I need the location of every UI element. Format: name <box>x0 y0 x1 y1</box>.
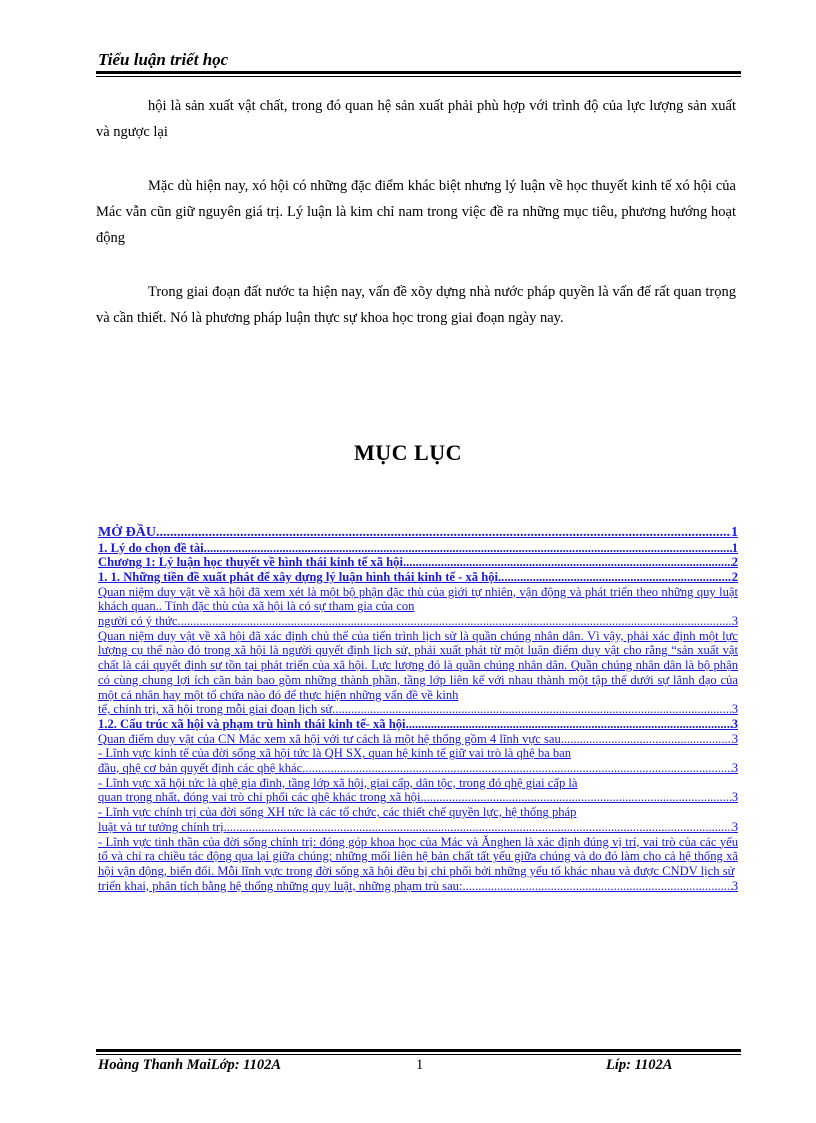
toc-leader-dots <box>462 879 731 894</box>
toc-leader-dots <box>332 702 732 717</box>
toc-title: MỤC LỤC <box>354 440 462 465</box>
toc-entry-text: 1. Lý do chọn đề tài <box>98 540 204 555</box>
toc-entry-text-last: đầu, qhệ cơ bản quyết định các qhệ khác. <box>98 761 306 776</box>
table-of-contents <box>98 525 738 893</box>
toc-leader-dots <box>561 732 732 747</box>
toc-leader-dots <box>156 525 731 541</box>
document-header-title: Tiểu luận triết học <box>98 50 229 69</box>
toc-entry-linh-vuc-chinh-tri[interactable] <box>98 805 738 834</box>
toc-entry-linh-vuc-xa-hoi[interactable] <box>98 776 738 805</box>
header-rule-thin <box>96 76 741 77</box>
toc-entry-text: Chương 1: Lý luận học thuyết về hình thái kinh tế xã hội <box>98 555 403 570</box>
toc-entry-text: - Lĩnh vực kinh tế của đời sống xã hội tức là QH SX, quan hệ kinh tế giữ vai trò là qhệ ba ban <box>98 746 572 761</box>
toc-leader-dots <box>498 570 732 585</box>
toc-entry-ly-do[interactable] <box>98 541 738 556</box>
toc-entry-1-2[interactable] <box>98 717 738 732</box>
toc-leader-dots <box>403 555 732 570</box>
toc-entry-chuong-1[interactable] <box>98 555 738 570</box>
toc-page-number: 3 <box>731 790 738 805</box>
toc-entry-text: - Lĩnh vực chính trị của đời sống XH tức là các tổ chức, các thiết chế quyền lực, hệ thống pháp <box>98 805 577 820</box>
toc-entry-quan-diem[interactable] <box>98 732 738 747</box>
toc-page-number: 3 <box>731 731 738 746</box>
footer-rule-thin <box>96 1054 741 1055</box>
toc-entry-text: 1.2. Cấu trúc xã hội và phạm trù hình thái kinh tế- xã hội <box>98 716 406 731</box>
footer-rule-thick <box>96 1049 741 1052</box>
toc-leader-dots <box>204 541 732 556</box>
toc-page-number: 3 <box>731 819 738 834</box>
header-rule-thick <box>96 71 741 74</box>
toc-leader-dots <box>424 790 732 805</box>
footer-author: Hoàng Thanh MaiLớp: 1102A <box>98 1057 282 1073</box>
toc-page-number: 3 <box>731 702 738 717</box>
toc-entry-1-1[interactable] <box>98 570 738 585</box>
toc-entry-text: Quan điểm duy vật của CN Mác xem xã hội với tư cách là một hệ thống gồm 4 lĩnh vực sau <box>98 731 561 746</box>
toc-entry-text-last: tế, chính trị, xã hội trong mỗi giai đoạn lịch sử <box>98 702 333 717</box>
toc-entry-linh-vuc-kinh-te[interactable] <box>98 746 738 775</box>
toc-leader-dots <box>181 614 732 629</box>
footer-page-number: 1 <box>416 1057 424 1073</box>
toc-page-number: 1 <box>731 525 738 540</box>
paragraph-1: hội là sản xuất vật chất, trong đó quan hệ sản xuất phải phù hợp với trình độ của lực lượng sản xuất và ngược lại <box>96 98 736 140</box>
toc-entry-text: - Lĩnh vực tinh thần của đời sống chính trị: đóng góp khoa học của Mác và Ănghen là xác định đúng vị trí, vai trò của các yếu tố và chỉ ra chiều tác động qua lại giữa chúng; những mối liên hệ bản chất tất yếu giữa chúng và do đó làm cho cả hệ thống xã hội vận động, biến đổi. Mỗi lĩnh vực trong đời sống xã hội đều bị chi phối bởi những yếu tố khác nhau và được CNDV lịch sử <box>98 834 738 878</box>
toc-entry-mo-dau[interactable] <box>98 525 738 541</box>
toc-page-number: 3 <box>731 878 738 893</box>
paragraph-2: Mặc dù hiện nay, xó hội có những đặc điểm khác biệt nhưng lý luận về học thuyết kinh tế xó hội của Mác vẫn cũn giữ nguyên giá trị. Lý luận là kim chỉ nam trong việc đề ra những mục tiêu, phương hướng hoạt động <box>96 178 736 246</box>
toc-leader-dots <box>227 820 732 835</box>
toc-entry-text: Quan niệm duy vật về xã hội đã xem xét là một bộ phận đặc thù của giới tự nhiên, vận động và phát triển theo những quy luật khách quan.. Tính đặc thù của xã hội là có sự tham gia của con <box>98 584 738 614</box>
toc-entry-text: 1. 1. Những tiền đề xuất phát để xây dựng lý luận hình thái kinh tế - xã hội <box>98 569 499 584</box>
body-text <box>96 93 736 359</box>
toc-leader-dots <box>305 761 731 776</box>
toc-page-number: 2 <box>731 569 738 584</box>
toc-entry-linh-vuc-tinh-than[interactable] <box>98 835 738 894</box>
toc-entry-text-last: người có ý thức. <box>98 614 181 629</box>
toc-leader-dots <box>406 717 732 732</box>
toc-page-number: 3 <box>731 716 738 731</box>
toc-entry-text-last: triển khai, phân tích bằng hệ thống những quy luật, những phạm trù sau: <box>98 878 463 893</box>
toc-entry-text: MỞ ĐẦU <box>98 525 156 540</box>
toc-page-number: 3 <box>731 614 738 629</box>
toc-page-number: 3 <box>731 761 738 776</box>
toc-entry-quan-niem-2[interactable] <box>98 629 738 717</box>
toc-entry-quan-niem-1[interactable] <box>98 585 738 629</box>
footer-class-label: Líp: 1102A <box>606 1057 673 1073</box>
toc-entry-text: - Lĩnh vực xã hội tức là qhệ gia đình, tầng lớp xã hội, giai cấp, dân tộc, trong đó qhệ giai cấp là <box>98 775 578 790</box>
toc-page-number: 1 <box>731 540 738 555</box>
toc-entry-text-last: quan trọng nhất, đóng vai trò chi phối các qhệ khác trong xã hội. <box>98 790 424 805</box>
toc-entry-text-last: luật và tư tưởng chính trị. <box>98 819 227 834</box>
toc-entry-text: Quan niệm duy vật về xã hội đã xác định chủ thể của tiến trình lịch sử là quần chúng nhân dân. Vì vậy, phải xác định một lực lượng cụ thể nào đó trong xã hội là người quyết định lịch sử, phải xuất phát từ một luận điểm duy vật cho rằng “sản xuất vật chất là cái quyết định sự tồn tại phát triển của xã hội. Lực lượng đó là quần chúng nhân dân. Quần chúng nhân dân là bộ phận có cùng chung lợi ích căn bản bao gồm những thành phần, tầng lớp liên kế với nhau thành một tập thể dưới sự lãnh đạo của một cá nhân hay một tổ chứa nào đó để thực hiện những vấn đề về kinh <box>98 628 738 702</box>
paragraph-3: Trong giai đoạn đất nước ta hiện nay, vấn đề xõy dựng nhà nước pháp quyền là vấn đế rất quan trọng và cần thiết. Nó là phương pháp luận thực sự khoa học trong giai đoạn ngày nay. <box>96 284 736 326</box>
toc-page-number: 2 <box>731 555 738 570</box>
